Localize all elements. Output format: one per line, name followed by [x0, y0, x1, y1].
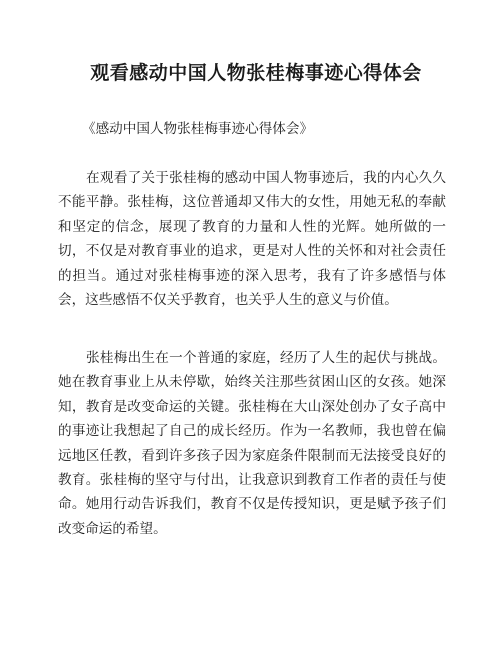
- paragraph-2: 张桂梅出生在一个普通的家庭，经历了人生的起伏与挑战。她在教育事业上从未停歇，始终关注那些贫困山区的女孩。她深知，教育是改变命运的关键。张桂梅在大山深处创办了女子高中的事迹让我想起了自己的成长经历。作为一名教师，我也曾在偏远地区任教，看到许多孩子因为家庭条件限制而无法接受良好的教育。张桂梅的坚守与付出，让我意识到教育工作者的责任与使命。她用行动告诉我们，教育不仅是传授知识，更是赋予孩子们改变命运的希望。: [58, 350, 446, 537]
- paragraph-1: 在观看了关于张桂梅的感动中国人物事迹后，我的内心久久不能平静。张桂梅，这位普通却又伟大的女性，用她无私的奉献和坚定的信念，展现了教育的力量和人性的光辉。她所做的一切，不仅是对教育事业的追求，更是对人性的关怀和对社会责任的担当。通过对张桂梅事迹的深入思考，我有了许多感悟与体会，这些感悟不仅关乎教育，也关乎人生的意义与价值。: [58, 170, 446, 309]
- document-title: 观看感动中国人物张桂梅事迹心得体会: [90, 62, 422, 84]
- document-subtitle: 《感动中国人物张桂梅事迹心得体会》: [82, 121, 314, 137]
